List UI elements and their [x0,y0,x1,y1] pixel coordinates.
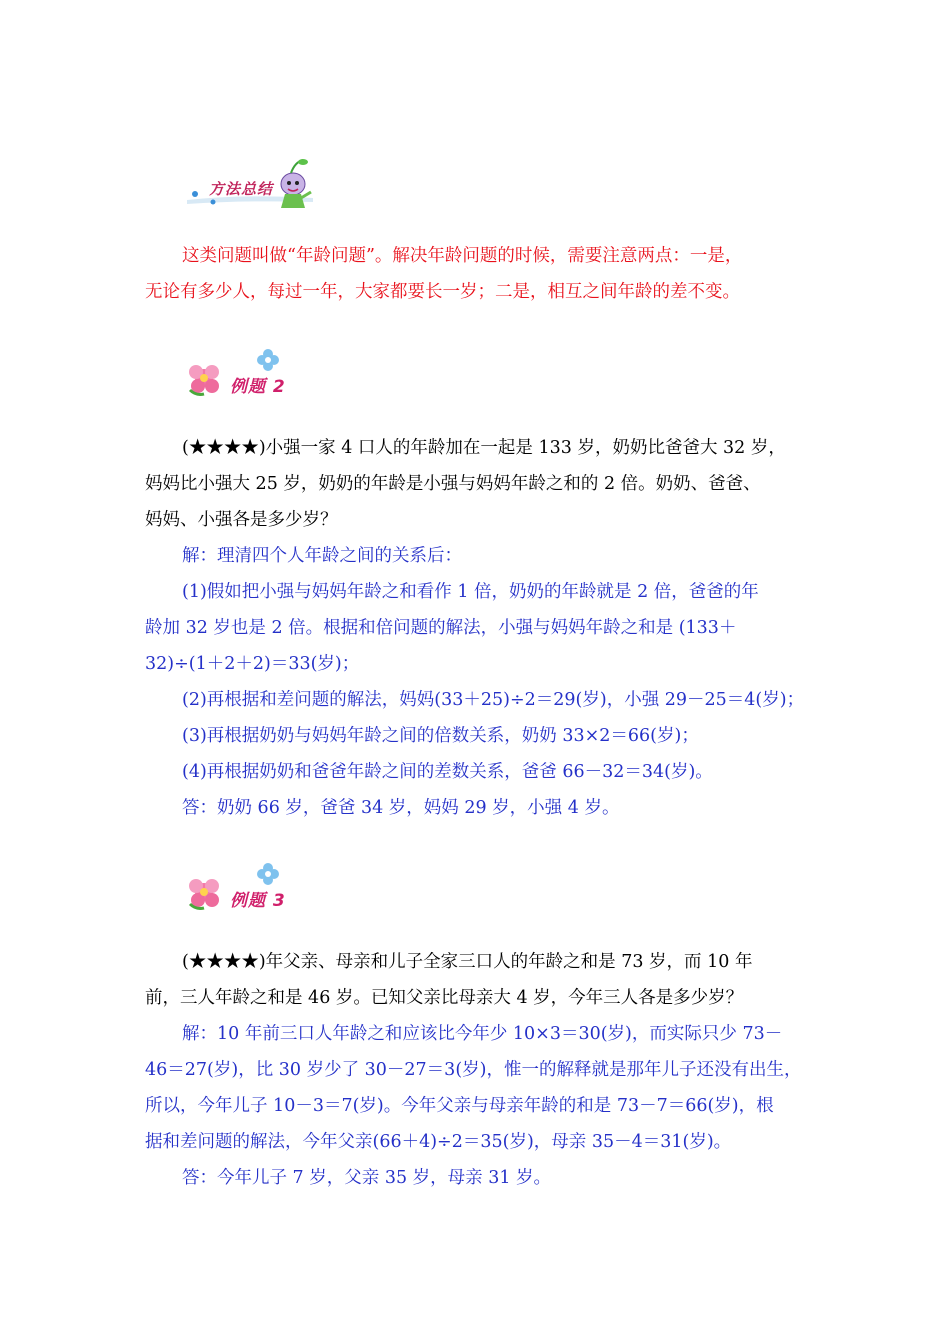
example-2-banner [182,346,292,402]
solution-step-3: (3)再根据奶奶与妈妈年龄之间的倍数关系，奶奶 33×2＝66(岁)； [182,726,699,746]
question-line: 前，三人年龄之和是 46 岁。已知父亲比母亲大 4 岁，今年三人各是多少岁？ [145,988,744,1008]
solution-line: 46＝27(岁)，比 30 岁少了 30－27＝3(岁)，惟一的解释就是那年儿子还没有出生， [145,1060,802,1080]
question-line: (★★★★)小强一家 4 口人的年龄加在一起是 133 岁，奶奶比爸爸大 32 岁， [182,438,786,458]
example-2-question [145,430,813,538]
solution-answer: 答：今年儿子 7 岁，父亲 35 岁，母亲 31 岁。 [182,1168,552,1188]
example-3-solution [145,1016,813,1196]
method-summary-text [145,238,813,310]
solution-answer: 答：奶奶 66 岁，爸爸 34 岁，妈妈 29 岁，小强 4 岁。 [182,798,620,818]
example-3-question [145,944,813,1016]
solution-step-1-cont: 32)÷(1＋2＋2)＝33(岁)； [145,654,360,674]
method-summary-banner [185,158,320,214]
example-2-label: 例题 2 [230,377,286,397]
method-summary-label: 方法总结 [209,180,274,198]
solution-intro: 解：理清四个人年龄之间的关系后： [182,546,462,566]
method-text-line: 这类问题叫做“年龄问题”。解决年龄问题的时候，需要注意两点：一是， [182,246,743,266]
solution-step-1: (1)假如把小强与妈妈年龄之和看作 1 倍，奶奶的年龄就是 2 倍，爸爸的年 [182,582,759,602]
method-text-line: 无论有多少人，每过一年，大家都要长一岁；二是，相互之间年龄的差不变。 [145,282,740,302]
solution-step-4: (4)再根据奶奶和爸爸年龄之间的差数关系，爸爸 66－32＝34(岁)。 [182,762,713,782]
solution-line: 据和差问题的解法，今年父亲(66＋4)÷2＝35(岁)，母亲 35－4＝31(岁)。 [145,1132,732,1152]
example-3-banner [182,862,292,918]
question-line: (★★★★)年父亲、母亲和儿子全家三口人的年龄之和是 73 岁，而 10 年 [182,952,753,972]
solution-line: 所以，今年儿子 10－3＝7(岁)。今年父亲与母亲年龄的和是 73－7＝66(岁)，根 [145,1096,774,1116]
question-line: 妈妈、小强各是多少岁？ [145,510,338,530]
example-3-label: 例题 3 [230,891,286,911]
solution-step-2: (2)再根据和差问题的解法，妈妈(33＋25)÷2＝29(岁)，小强 29－25＝4(岁)； [182,690,805,710]
solution-step-1-cont: 龄加 32 岁也是 2 倍。根据和倍问题的解法，小强与妈妈年龄之和是 (133＋ [145,618,737,638]
solution-line: 解：10 年前三口人年龄之和应该比今年少 10×3＝30(岁)，而实际只少 73－ [182,1024,783,1044]
question-line: 妈妈比小强大 25 岁，奶奶的年龄是小强与妈妈年龄之和的 2 倍。奶奶、爸爸、 [145,474,761,494]
example-2-solution [145,538,813,826]
